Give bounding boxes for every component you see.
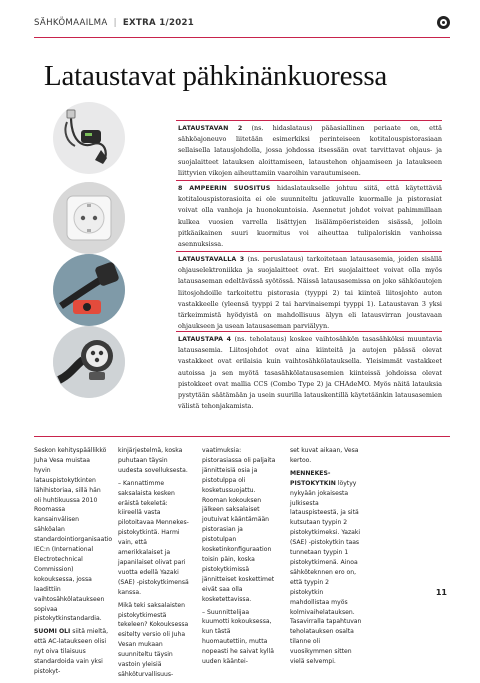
section-rule (176, 180, 442, 181)
paragraph: set kuvat aikaan, Vesa kertoo. (290, 447, 359, 464)
charging-connector-icon (53, 254, 125, 326)
charging-cable-icon (53, 102, 125, 174)
magazine-logo-icon (437, 16, 450, 29)
body-column-4 (290, 446, 364, 670)
section-body: (ns. peruslataus) tarkoitetaan latausasemia, joiden sisällä ohjauselektroniikka ja suojalaitteet ovat. Eri suojalaitteet voivat olla myös latausaseman edeltävässä syötössä. Näissä latausasemissa on joko sähköautojen liitosjohdoille tarkoitettu pistorasia (tyyppi 2) tai kiinteä liitosjohto auton vastakkeelle (yleensä tyyppi 2 tai harvinaisempi tyyppi 1). Lataustavan 3 yksi tärkeimmistä hyödyistä on mahdollisuus älyyn eli latausvirran joustavaan ohjaukseen ja usean latausaseman parviälyyn. (178, 255, 443, 331)
issue-label: EXTRA 1/2021 (122, 18, 195, 28)
paragraph: kinjärjestelmä, koska puhutaan täysin uudesta sovelluksesta. (118, 447, 188, 474)
article-title: Lataustavat pähkinänkuoressa (44, 60, 388, 92)
paragraph: – Suunnittelijaa kuumotti kokouksessa, kun tästä huomautettiin, mutta nopeasti he saivat kyllä uuden kääntei- (202, 608, 274, 666)
paragraph: SUOMI OLI siitä mieltä, että AC-lataukseen olisi nyt oiva tilaisuus standardoida vain yksi pistokyt- (34, 628, 109, 675)
paragraph: vaatimuksia: pistorasiassa oli paljaita jännitteisiä osia ja pistotulppa oli kosketussuojattu. Rooman kokouksen jälkeen saksalaiset joutuivat kääntämään pistorasian ja pistotulpan kosketinkonfiguraation toisin päin, koska pistokytkimissä jännitteiset koskettimet eivät saa olla kosketettavissa. (202, 447, 276, 603)
paragraph: MENNEKES-PISTOKYTKIN löytyy nykyään jokaisesta julkisesta latauspisteestä, ja sitä kutsutaan tyypin 2 pistokytkimeksi. Yazaki (SAE) -pistokytkin taas tunnetaan tyypin 1 pistokytkimenä. Ainoa sähköteknnen ero on, että tyypin 2 pistokytkin mahdollistaa myös kolmivaihelatauksen. Tasavirralla tapahtuvan teholatauksen osalta tilanne oli vuosikymmen sitten vielä selvempi. (290, 469, 362, 666)
section-text-2 (178, 183, 442, 250)
section-lead: LATAUSTAPA 4 (178, 336, 232, 343)
magazine-name: SÄHKÖMAAILMA (34, 18, 108, 28)
header-separator: | (113, 18, 117, 28)
paragraph: Seskon kehityspäällikkö Juha Vesa muistaa hyvin latauspistokytkinten lähihistoriaa, sillä hän oli huhtikuussa 2010 Roomassa kansainvälisen sähköalan standardointiorganisaatio IEC:n (International Electrotechnical Commission) kokouksessa, jossa laadittiin vaihtosähkölataukseen sopivaa pistokytkinstandardia. (34, 447, 113, 623)
section-body: hidaslataukselle johtuu siitä, että käytettäviä kotitalouspistorasioita ei ole suunniteltu jatkuvalle kuormalle ja pistorasiat voivat olla vanhoja ja huonokuntoisia. Asennetut johdot voivat pahimmillaan kulkea vuosien varrella lisättyjen lisälämpöeristeiden sisässä, jolloin pitkäaikainen suuri kuormitus voi aiheuttaa tulipaloriskin vanhoissa asennuksissa. (178, 184, 442, 249)
section-lead: LATAUSTAVALLA 3 (178, 256, 245, 263)
header-rule (34, 37, 450, 38)
body-column-1 (34, 446, 113, 680)
section-rule (176, 331, 442, 332)
dc-connector-icon (53, 326, 125, 398)
section-lead: 8 AMPEERIN SUOSITUS (178, 185, 271, 192)
section-body: (ns. hidaslataus) pääasiallinen periaate on, että sähköajoneuvo liitetään esimerkiksi perinteiseen kotitalouspistorasiaan sellaisella latausjohdolla, jossa johdossa itsessään ovat tarvittavat ohjaus- ja suojalaitteet latauksen aloittamiseen, lataustehon ohjaamiseen ja lataukseen liittyvien vikojen aiheuttamiin vaaroihin varautumiseen. (178, 124, 442, 177)
section-text-3 (178, 254, 442, 332)
body-column-3 (202, 446, 276, 670)
body-rule (34, 436, 450, 437)
section-body: (ns. teholataus) koskee vaihtosähkön tasasähköksi muuntavia latausasemia. Liitosjohdot ovat aina kiinteitä ja autojen päässä olevat vastakkeet ovat erilaisia kuin vaihtosähkölatauksella. Yleisimmät vastakkeet autoissa ja sen myötä tasasähkölatausasemien kiinteissä johdoissa olevat pistokkeet ovat mallia CCS (Combo Type 2) ja CHAdeMO. Myös näitä latauksia pystytään säätämään ja usein suurilla latauskentillä käytetäänkin latausasemien välistä tehonjakamista. (178, 335, 442, 411)
page-number: 11 (435, 588, 447, 597)
wall-socket-icon (53, 182, 125, 254)
section-text-1 (178, 123, 442, 179)
section-rule (176, 120, 442, 121)
body-column-2 (118, 446, 192, 683)
section-rule (176, 251, 442, 252)
paragraph: Mikä teki saksalaisten pistokytkimestä tekeleen? Kokouksessa esitelty versio oli Juha Vesan mukaan suunniteltu täysin vastoin yleisiä sähköturvallisuus- (118, 601, 189, 678)
page-header (34, 18, 450, 32)
section-text-4 (178, 334, 442, 412)
paragraph: – Kannattimme saksalaista kesken eräistä tekeletä: kiireellä vasta pilotoitavaa Mennekes-pistokytkintä. Harmi vain, että amerikkalaiset ja japanilaiset olivat pari vuotta edellä Yazaki (SAE) -pistokytkimensä kanssa. (118, 479, 189, 596)
section-lead: LATAUSTAVAN 2 (178, 125, 243, 132)
